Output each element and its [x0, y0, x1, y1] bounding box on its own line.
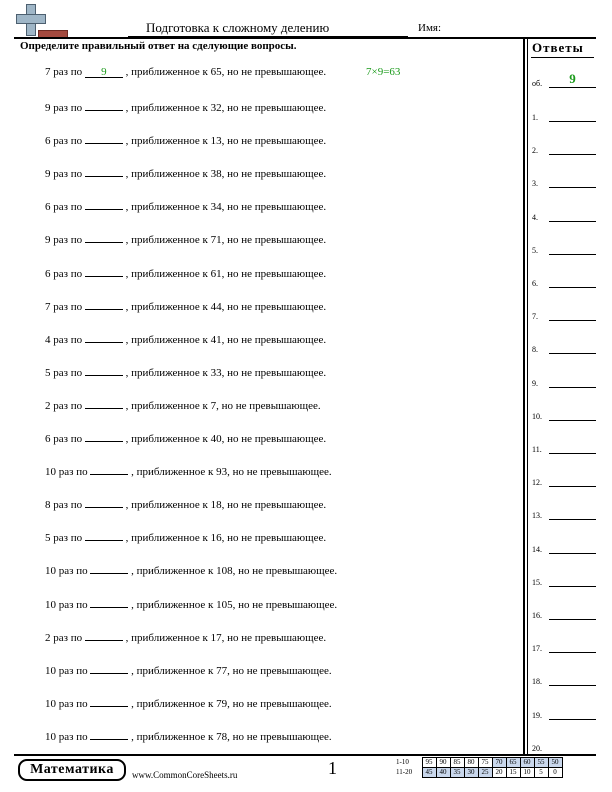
problem-suffix: , приближенное к 105, но не превышающее. — [131, 598, 338, 611]
problem-prefix: 7 раз по — [45, 66, 83, 78]
score-cell: 55 — [534, 758, 548, 768]
answer-line[interactable] — [549, 154, 596, 155]
score-cell: 0 — [548, 768, 562, 778]
answer-slot — [532, 409, 596, 423]
score-cell: 75 — [478, 758, 492, 768]
score-cell: 35 — [450, 768, 464, 778]
answer-blank[interactable] — [90, 562, 128, 574]
answer-label: об. — [532, 79, 543, 88]
problem-prefix: 10 раз по — [45, 466, 88, 479]
problem-text — [45, 132, 326, 147]
answer-label: 7. — [532, 312, 538, 322]
answer-slot — [532, 608, 596, 622]
answer-line[interactable] — [549, 353, 596, 354]
problem-text — [45, 298, 326, 313]
problem-prefix: 6 раз по — [45, 135, 83, 148]
problem-suffix: , приближенное к 38, но не превышающее. — [125, 168, 327, 181]
problem-text — [45, 165, 326, 180]
answer-slot — [532, 276, 596, 290]
answer-line[interactable] — [549, 652, 596, 653]
answer-slot — [532, 674, 596, 688]
answer-blank[interactable] — [85, 364, 123, 376]
answer-line[interactable] — [549, 221, 596, 222]
problem-suffix: , приближенное к 34, но не превышающее. — [125, 201, 327, 214]
problem-suffix: , приближенное к 93, но не превышающее. — [131, 466, 332, 479]
problem-suffix: , приближенное к 13, но не превышающее. — [125, 135, 327, 148]
problem-suffix: , приближенное к 41, но не превышающее. — [125, 333, 327, 346]
answer-label: 18. — [532, 677, 542, 687]
score-row — [396, 758, 562, 768]
name-label: Имя: — [418, 22, 442, 34]
answer-slot — [532, 143, 596, 157]
score-cell: 40 — [436, 768, 450, 778]
answer-label: 5. — [532, 245, 538, 255]
answer-label: 12. — [532, 478, 542, 488]
answer-label: 2. — [532, 146, 538, 156]
instructions: Определите правильный ответ на сделующие вопросы. — [20, 40, 297, 52]
score-cell: 60 — [520, 758, 534, 768]
problem-prefix: 5 раз по — [45, 366, 83, 379]
answer-blank[interactable] — [85, 397, 123, 409]
problem-text — [45, 265, 326, 280]
problem-suffix: , приближенное к 7, но не превышающее. — [125, 399, 321, 412]
score-cell: 45 — [422, 768, 436, 778]
answer-label: 3. — [532, 179, 538, 189]
answer-slot — [532, 741, 596, 755]
problem-suffix: , приближенное к 18, но не превышающее. — [125, 499, 327, 512]
page-number: 1 — [328, 758, 337, 778]
problem-suffix: , приближенное к 32, но не превышающее. — [125, 102, 327, 114]
problem-text — [45, 364, 326, 379]
answer-label: 8. — [532, 345, 538, 355]
answer-label: 15. — [532, 577, 542, 587]
score-cell: 50 — [548, 758, 562, 768]
problem-prefix: 8 раз по — [45, 499, 83, 512]
answer-blank[interactable] — [85, 99, 123, 111]
answer-line[interactable] — [549, 519, 596, 520]
problem-suffix: , приближенное к 16, но не превышающее. — [125, 532, 327, 545]
score-cell: 15 — [506, 768, 520, 778]
answer-slot — [532, 110, 596, 124]
answer-label: 20. — [532, 743, 542, 753]
answer-slot — [532, 508, 596, 522]
problem-prefix: 7 раз по — [45, 300, 83, 313]
answer-blank[interactable] — [90, 695, 128, 707]
answer-line[interactable] — [549, 287, 596, 288]
answer-blank[interactable] — [85, 496, 123, 508]
problem-prefix: 6 раз по — [45, 201, 83, 214]
answer-example-value: 9 — [569, 71, 576, 86]
problem-prefix: 6 раз по — [45, 267, 83, 280]
problem-text — [45, 629, 326, 644]
column-divider — [523, 37, 525, 754]
logo-icon — [16, 4, 70, 38]
problem-text — [45, 66, 326, 78]
answer-blank[interactable] — [90, 596, 128, 608]
answer-line[interactable] — [549, 420, 596, 421]
problem-prefix: 9 раз по — [45, 102, 83, 114]
example-hint: 7×9=63 — [366, 66, 401, 78]
answer-slot — [532, 243, 596, 257]
problem-text — [45, 463, 332, 478]
score-cell: 70 — [492, 758, 506, 768]
answer-line[interactable] — [549, 685, 596, 686]
answer-label: 17. — [532, 644, 542, 654]
score-cell: 90 — [436, 758, 450, 768]
answer-blank[interactable] — [85, 529, 123, 541]
answer-slot — [532, 176, 596, 190]
answer-blank[interactable] — [90, 463, 128, 475]
answer-blank[interactable] — [90, 728, 128, 740]
answer-blank[interactable] — [85, 331, 123, 343]
problem-text — [45, 562, 337, 577]
answer-line[interactable] — [549, 187, 596, 188]
frame-top-rule — [14, 37, 596, 39]
problem-text — [45, 728, 332, 743]
score-cell: 10 — [520, 768, 534, 778]
problem-suffix: , приближенное к 44, но не превышающее. — [125, 300, 327, 313]
answer-blank[interactable] — [85, 165, 123, 177]
problem-suffix: , приближенное к 17, но не превышающее. — [125, 631, 327, 644]
answers-title-underline — [531, 57, 594, 58]
answer-line[interactable] — [549, 486, 596, 487]
problem-prefix: 10 раз по — [45, 565, 88, 578]
answer-example — [532, 71, 596, 90]
answer-label: 6. — [532, 279, 538, 288]
answer-label: 11. — [532, 445, 542, 454]
answer-label: 19. — [532, 710, 542, 720]
answer-line[interactable] — [549, 553, 596, 554]
problem-text — [45, 231, 326, 246]
answer-slot — [532, 475, 596, 489]
answer-line[interactable] — [549, 586, 596, 587]
brand-badge: Математика — [18, 759, 126, 781]
answer-blank[interactable] — [85, 629, 123, 641]
problem-text — [45, 99, 326, 114]
answer-slot — [532, 575, 596, 589]
problem-prefix: 9 раз по — [45, 168, 83, 181]
page-title: Подготовка к сложному делению — [146, 20, 330, 35]
problem-text — [45, 496, 326, 511]
answer-blank[interactable] — [85, 231, 123, 243]
problem-text — [45, 596, 337, 611]
score-cell: 25 — [478, 768, 492, 778]
problem-suffix: , приближенное к 65, но не превышающее. — [125, 66, 327, 78]
answer-slot — [532, 210, 596, 224]
problem-suffix: , приближенное к 33, но не превышающее. — [125, 366, 327, 379]
problem-suffix: , приближенное к 71, но не превышающее. — [125, 234, 327, 247]
problem-prefix: 10 раз по — [45, 697, 88, 710]
problem-suffix: , приближенное к 108, но не превышающее. — [131, 565, 338, 578]
score-cell: 65 — [506, 758, 520, 768]
problem-prefix: 9 раз по — [45, 234, 83, 247]
problem-prefix: 10 раз по — [45, 664, 88, 677]
problem-suffix: , приближенное к 77, но не превышающее. — [131, 664, 332, 677]
answer-label: 9. — [532, 378, 538, 388]
score-cell: 85 — [450, 758, 464, 768]
site-url: www.CommonCoreSheets.ru — [132, 770, 238, 780]
problem-text — [45, 529, 326, 544]
problem-prefix: 4 раз по — [45, 333, 83, 346]
answer-slot — [532, 708, 596, 722]
score-range-label: 11-20 — [396, 768, 413, 776]
problem-prefix: 6 раз по — [45, 433, 83, 445]
answer-slot — [532, 542, 596, 556]
problem-text — [45, 662, 332, 677]
answer-blank[interactable] — [85, 132, 123, 144]
score-cell: 80 — [464, 758, 478, 768]
score-cell: 95 — [422, 758, 436, 768]
answer-slot — [532, 309, 596, 323]
answer-line[interactable] — [549, 254, 596, 255]
problem-suffix: , приближенное к 40, но не превышающее. — [125, 433, 327, 445]
column-divider-thin — [527, 37, 528, 754]
score-cell: 30 — [464, 768, 478, 778]
problem-text — [45, 331, 326, 346]
answer-line[interactable] — [549, 453, 596, 454]
answer-label: 16. — [532, 611, 542, 620]
problem-text — [45, 430, 326, 445]
problem-suffix: , приближенное к 78, но не превышающее. — [131, 730, 332, 743]
problem-prefix: 10 раз по — [45, 598, 88, 611]
answer-line[interactable] — [549, 719, 596, 720]
answer-blank[interactable] — [85, 298, 123, 310]
problem-suffix: , приближенное к 61, но не превышающее. — [125, 267, 327, 280]
problem-suffix: , приближенное к 79, но не превышающее. — [131, 697, 332, 710]
answer-label: 14. — [532, 544, 542, 554]
answer-blank[interactable] — [85, 430, 123, 442]
score-table — [396, 757, 563, 778]
answer-line[interactable] — [549, 387, 596, 388]
answer-label: 4. — [532, 212, 538, 222]
answer-blank[interactable] — [85, 198, 123, 210]
frame-bottom-rule — [14, 754, 596, 756]
score-range-label: 1-10 — [396, 758, 409, 766]
answer-slot — [532, 376, 596, 390]
answer-slot — [532, 442, 596, 456]
answer-line — [549, 87, 596, 88]
problem-text — [45, 198, 326, 213]
answer-label: 1. — [532, 113, 538, 122]
answers-title: Ответы — [532, 40, 584, 55]
answer-slot — [532, 342, 596, 356]
answer-label: 13. — [532, 511, 542, 521]
problem-prefix: 2 раз по — [45, 631, 83, 644]
score-row — [396, 768, 562, 778]
problem-prefix: 2 раз по — [45, 399, 83, 412]
answer-blank[interactable] — [90, 662, 128, 674]
answer-line[interactable] — [549, 121, 596, 122]
answer-blank[interactable] — [85, 265, 123, 277]
example-answer: 9 — [85, 66, 123, 78]
score-cell: 20 — [492, 768, 506, 778]
answer-line[interactable] — [549, 619, 596, 620]
answer-label: 10. — [532, 411, 542, 421]
problem-prefix: 5 раз по — [45, 532, 83, 545]
problem-prefix: 10 раз по — [45, 730, 88, 743]
score-cell: 5 — [534, 768, 548, 778]
problem-text — [45, 397, 321, 412]
answer-slot — [532, 641, 596, 655]
problem-text — [45, 695, 332, 710]
answer-line[interactable] — [549, 320, 596, 321]
